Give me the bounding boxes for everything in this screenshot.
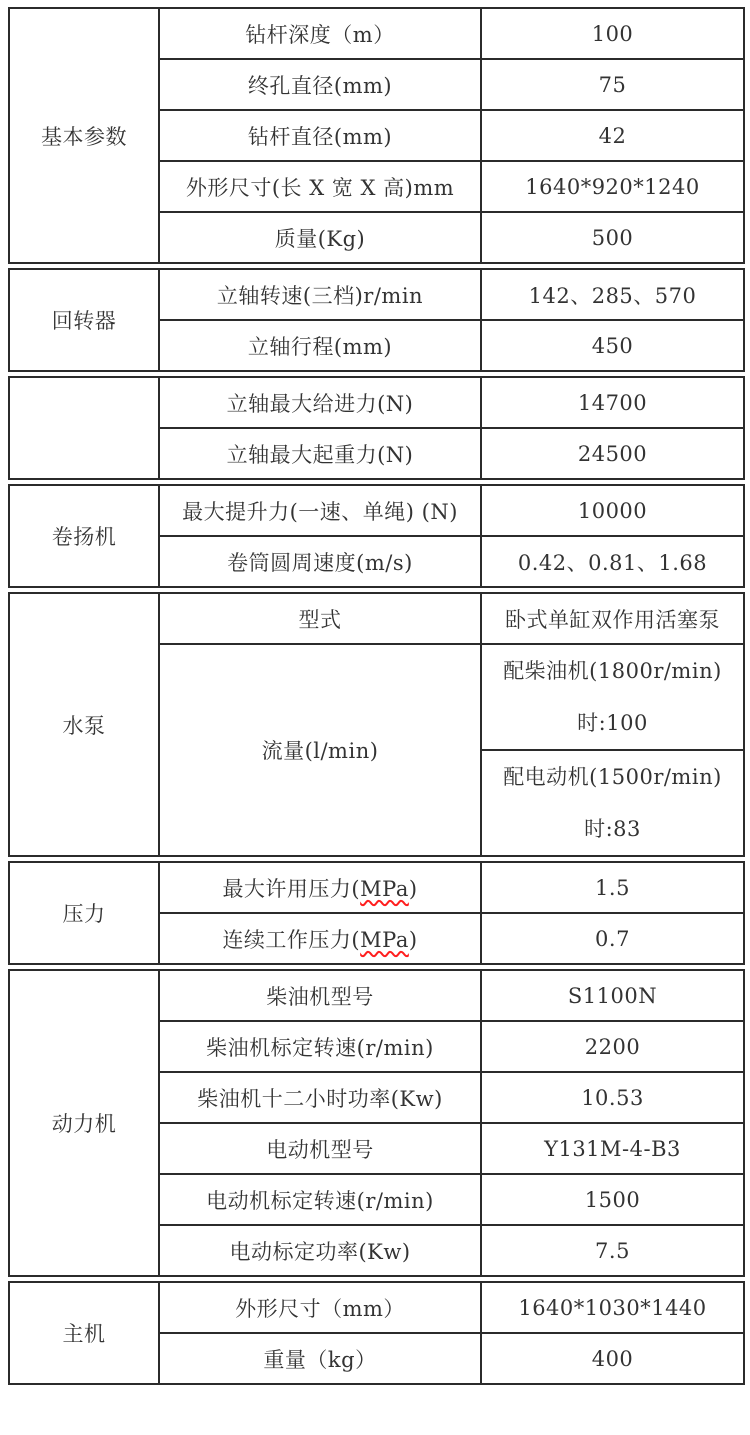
param-cell: 电动标定功率(Kw) <box>159 1225 481 1276</box>
param-cell: 电动机型号 <box>159 1123 481 1174</box>
table-row <box>9 1282 744 1333</box>
param-cell: 柴油机标定转速(r/min) <box>159 1021 481 1072</box>
param-cell: 钻杆深度（m） <box>159 8 481 59</box>
value-line: 配柴油机(1800r/min) <box>503 659 722 683</box>
value-cell: 42 <box>481 110 744 161</box>
section-table-0 <box>8 7 745 264</box>
param-cell: 重量（kg） <box>159 1333 481 1384</box>
param-cell: 立轴转速(三档)r/min <box>159 269 481 320</box>
param-cell: 终孔直径(mm) <box>159 59 481 110</box>
param-cell: 型式 <box>159 593 481 644</box>
value-cell: Y131M-4-B3 <box>481 1123 744 1174</box>
table-row <box>9 970 744 1021</box>
param-cell: 卷筒圆周速度(m/s) <box>159 536 481 587</box>
param-cell: 钻杆直径(mm) <box>159 110 481 161</box>
value-cell: 75 <box>481 59 744 110</box>
section-label-cell: 压力 <box>9 862 159 964</box>
value-cell: 7.5 <box>481 1225 744 1276</box>
table-row <box>9 8 744 59</box>
value-cell: 0.7 <box>481 913 744 964</box>
param-cell: 柴油机十二小时功率(Kw) <box>159 1072 481 1123</box>
value-cell: 1.5 <box>481 862 744 913</box>
spellcheck-wavy-underline: MPa <box>360 876 409 901</box>
table-row <box>9 593 744 644</box>
section-label-cell: 主机 <box>9 1282 159 1384</box>
value-cell: 10.53 <box>481 1072 744 1123</box>
param-cell: 外形尺寸(长 X 宽 X 高)mm <box>159 161 481 212</box>
section-label-cell: 水泵 <box>9 593 159 856</box>
value-cell: 500 <box>481 212 744 263</box>
section-table-3 <box>8 484 745 588</box>
value-cell: 2200 <box>481 1021 744 1072</box>
section-label-cell: 卷扬机 <box>9 485 159 587</box>
value-cell <box>481 750 744 856</box>
section-table-6 <box>8 969 745 1277</box>
table-row <box>9 485 744 536</box>
section-label-cell <box>9 377 159 479</box>
value-cell: 0.42、0.81、1.68 <box>481 536 744 587</box>
section-table-7 <box>8 1281 745 1385</box>
section-table-5 <box>8 861 745 965</box>
value-cell: 24500 <box>481 428 744 479</box>
param-cell: 最大许用压力(MPa) <box>159 862 481 913</box>
param-cell: 连续工作压力(MPa) <box>159 913 481 964</box>
value-cell: 1640*1030*1440 <box>481 1282 744 1333</box>
param-cell: 外形尺寸（mm） <box>159 1282 481 1333</box>
section-table-1 <box>8 268 745 372</box>
value-cell <box>481 644 744 750</box>
param-cell: 立轴最大起重力(N) <box>159 428 481 479</box>
param-cell: 流量(l/min) <box>159 644 481 856</box>
param-cell: 立轴最大给进力(N) <box>159 377 481 428</box>
value-cell: 1500 <box>481 1174 744 1225</box>
value-cell: 14700 <box>481 377 744 428</box>
param-cell: 最大提升力(一速、单绳) (N) <box>159 485 481 536</box>
param-cell: 柴油机型号 <box>159 970 481 1021</box>
value-cell: 142、285、570 <box>481 269 744 320</box>
section-label-cell: 回转器 <box>9 269 159 371</box>
value-line: 时:83 <box>584 817 641 841</box>
section-label-cell: 基本参数 <box>9 8 159 263</box>
section-label-cell: 动力机 <box>9 970 159 1276</box>
value-cell: 卧式单缸双作用活塞泵 <box>481 593 744 644</box>
value-cell: S1100N <box>481 970 744 1021</box>
table-row <box>9 269 744 320</box>
value-line: 配电动机(1500r/min) <box>503 765 722 789</box>
value-cell: 400 <box>481 1333 744 1384</box>
value-cell: 450 <box>481 320 744 371</box>
value-cell: 10000 <box>481 485 744 536</box>
value-cell: 1640*920*1240 <box>481 161 744 212</box>
param-cell: 质量(Kg) <box>159 212 481 263</box>
param-cell: 电动机标定转速(r/min) <box>159 1174 481 1225</box>
value-cell: 100 <box>481 8 744 59</box>
table-row <box>9 377 744 428</box>
section-table-4 <box>8 592 745 857</box>
spellcheck-wavy-underline: MPa <box>360 927 409 952</box>
table-row <box>9 862 744 913</box>
param-cell: 立轴行程(mm) <box>159 320 481 371</box>
value-line: 时:100 <box>577 711 648 735</box>
section-table-2 <box>8 376 745 480</box>
